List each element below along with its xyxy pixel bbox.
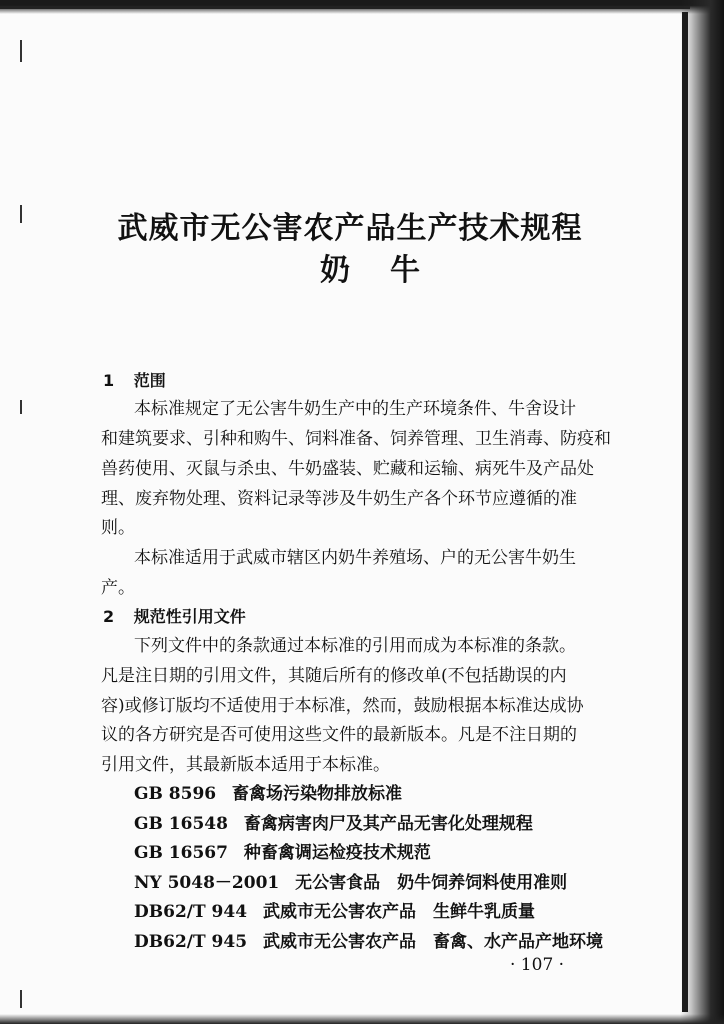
paragraph-line: 本标准规定了无公害牛奶生产中的生产环境条件、牛舍设计 xyxy=(134,399,576,419)
scan-edge-right-line xyxy=(682,12,688,1012)
paragraph-line: 下列文件中的条款通过本标准的引用而成为本标准的条款。 xyxy=(134,636,576,656)
document-subtitle: 奶牛 xyxy=(320,253,460,288)
scan-edge-bottom xyxy=(0,1014,724,1024)
reference-title: 种畜禽调运检疫技术规范 xyxy=(243,843,431,863)
reference-title: 无公害食品 奶牛饲养饲料使用准则 xyxy=(295,873,568,893)
scan-edge-top-line xyxy=(0,6,690,9)
reference-title: 武威市无公害农产品 生鲜牛乳质量 xyxy=(262,902,535,922)
paragraph-line: 本标准适用于武威市辖区内奶牛养殖场、户的无公害牛奶生 xyxy=(134,548,576,568)
scan-mark xyxy=(20,400,22,414)
reference-title: 畜禽病害肉尸及其产品无害化处理规程 xyxy=(243,814,533,834)
reference-title: 畜禽场污染物排放标准 xyxy=(232,784,403,804)
section-heading xyxy=(103,606,246,628)
paragraph-line: 议的各方研究是否可使用这些文件的最新版本。凡是不注日期的 xyxy=(101,725,577,745)
reference-item xyxy=(134,901,535,923)
reference-item xyxy=(134,842,431,864)
reference-code: DB62/T 945 xyxy=(134,932,248,952)
section-number: 2 xyxy=(103,607,115,626)
paragraph-line: 产。 xyxy=(101,578,135,598)
scan-mark xyxy=(20,40,22,62)
paragraph-line: 兽药使用、灭鼠与杀虫、牛奶盛装、贮藏和运输、病死牛及产品处 xyxy=(101,459,594,479)
reference-code: GB 16548 xyxy=(134,814,228,834)
reference-title: 武威市无公害农产品 畜禽、水产品产地环境 xyxy=(262,932,603,952)
reference-item xyxy=(134,813,533,835)
paragraph-line: 理、废弃物处理、资料记录等涉及牛奶生产各个环节应遵循的准 xyxy=(101,489,577,509)
paragraph-line: 和建筑要求、引种和购牛、饲料准备、饲养管理、卫生消毒、防疫和 xyxy=(101,429,611,449)
section-title: 规范性引用文件 xyxy=(133,607,246,626)
reference-item xyxy=(134,931,603,953)
reference-code: NY 5048－2001 xyxy=(134,873,280,893)
section-heading xyxy=(103,370,166,392)
section-number: 1 xyxy=(103,371,115,390)
page-number: · 107 · xyxy=(510,955,565,975)
reference-item xyxy=(134,783,402,805)
scan-mark xyxy=(20,990,22,1008)
reference-code: DB62/T 944 xyxy=(134,902,248,922)
section-title: 范围 xyxy=(133,371,166,390)
paragraph-line: 凡是注日期的引用文件，其随后所有的修改单(不包括勘误的内 xyxy=(101,666,567,686)
reference-code: GB 8596 xyxy=(134,784,217,804)
paragraph-line: 容)或修订版均不适使用于本标准，然而，鼓励根据本标准达成协 xyxy=(101,696,584,716)
reference-item xyxy=(134,872,567,894)
document-title: 武威市无公害农产品生产技术规程 xyxy=(117,211,583,246)
paragraph-line: 引用文件，其最新版本适用于本标准。 xyxy=(101,755,390,775)
reference-code: GB 16567 xyxy=(134,843,228,863)
paragraph-line: 则。 xyxy=(101,518,135,538)
